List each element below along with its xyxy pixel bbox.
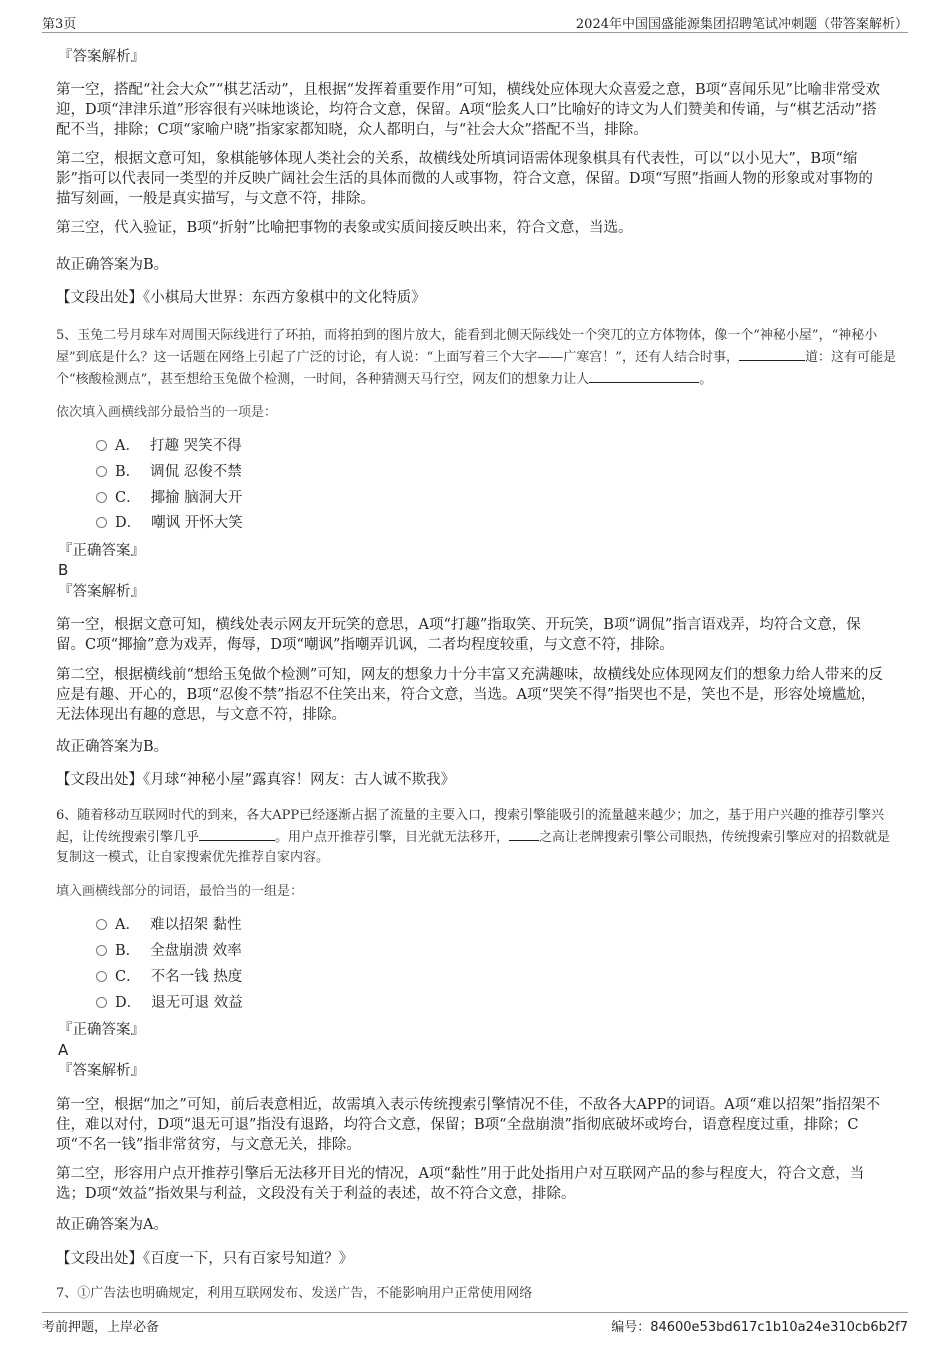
answer-conclusion: 故正确答案为B。 [56, 739, 169, 755]
radio-icon[interactable] [96, 517, 107, 528]
option-c[interactable]: C． 揶揄 脑洞大开 [96, 488, 242, 508]
option-a[interactable]: A． 难以招架 黏性 [96, 915, 242, 935]
footer-slogan: 考前押题，上岸必备 [42, 1320, 160, 1335]
option-d[interactable]: D． 嘲讽 开怀大笑 [96, 513, 243, 533]
option-b[interactable]: B． 全盘崩溃 效率 [96, 941, 242, 961]
option-d[interactable]: D． 退无可退 效益 [96, 993, 243, 1013]
option-b[interactable]: B． 调侃 忍俊不禁 [96, 462, 242, 482]
question-prompt: 依次填入画横线部分最恰当的一项是： [56, 405, 278, 420]
option-a[interactable]: A． 打趣 哭笑不得 [96, 436, 242, 456]
analysis-tag: 『答案解析』 [58, 1063, 145, 1079]
radio-icon[interactable] [96, 492, 107, 503]
correct-answer-tag: 『正确答案』 [58, 1022, 145, 1038]
analysis-paragraph: 第一空，根据“加之”可知，前后表意相近，故需填入表示传统搜索引擎情况不佳，不敌各大APP的词语。A项“难以招架”指招架不住，难以对付，D项“退无可退”指没有退路，均符合文意，保留；B项“全盘崩溃”指彻底破坏或垮台，语意程度过重，排除；C项“不名一钱”指非常贫穷，与文意无关，排除。 [56, 1097, 881, 1153]
question-5-text: 5、玉兔二号月球车对周围天际线进行了环拍，而将拍到的图片放大，能看到北侧天际线处一个突兀的立方体物体，像一个“神秘小屋”，“神秘小屋”到底是什么？这一话题在网络上引起了广泛的讨论，有人说：“上面写着三个大字——广寒宫！”，还有人结合时事， 道：这有可能是个“核酸检测点”，甚至想给玉兔做个检测，一时间，各种猜测天马行空，网友们的想象力让人 。 [56, 328, 896, 387]
question-7-text: 7、①广告法也明确规定，利用互联网发布、发送广告，不能影响用户正常使用网络 [56, 1286, 533, 1301]
source-citation: 【文段出处】《小棋局大世界：东西方象棋中的文化特质》 [56, 290, 426, 306]
page-header [42, 10, 908, 33]
analysis-paragraph: 第二空，根据横线前“想给玉兔做个检测”可知，网友的想象力十分丰富又充满趣味，故横线处应体现网友们的想象力给人带来的反应是有趣、开心的，B项“忍俊不禁”指忍不住笑出来，符合文意，当选。A项“哭笑不得”指哭也不是，笑也不是，形容处境尴尬，无法体现出有趣的意思，与文意不符，排除。 [56, 667, 883, 723]
correct-answer: B [58, 561, 69, 579]
radio-icon[interactable] [96, 919, 107, 930]
radio-icon[interactable] [96, 466, 107, 477]
radio-icon[interactable] [96, 945, 107, 956]
fill-blank [739, 346, 805, 361]
question-prompt: 填入画横线部分的词语，最恰当的一组是： [56, 884, 304, 899]
option-c[interactable]: C． 不名一钱 热度 [96, 967, 242, 987]
analysis-paragraph: 第一空，根据文意可知，横线处表示网友开玩笑的意思，A项“打趣”指取笑、开玩笑，B项“调侃”指言语戏弄，均符合文意，保留。C项“揶揄”意为戏弄，侮辱，D项“嘲讽”指嘲弄讥讽，二者均程度较重，与文意不符，排除。 [56, 617, 861, 653]
correct-answer-tag: 『正确答案』 [58, 543, 145, 559]
correct-answer: A [58, 1041, 69, 1059]
page-footer [42, 1312, 908, 1335]
document-code: 编号：84600e53bd617c1b10a24e310cb6b2f7 [611, 1320, 908, 1335]
analysis-paragraph: 第二空，根据文意可知，象棋能够体现人类社会的关系，故横线处所填词语需体现象棋具有代表性，可以“以小见大”，B项“缩影”指可以代表同一类型的并反映广阔社会生活的具体而微的人或事物，符合文意，保留。D项“写照”指画人物的形象或对事物的描写刻画，一般是真实描写，与文意不符，排除。 [56, 151, 873, 207]
answer-conclusion: 故正确答案为A。 [56, 1217, 168, 1233]
page-number: 第3页 [42, 17, 77, 32]
document-title: 2024年中国国盛能源集团招聘笔试冲刺题（带答案解析） [575, 17, 908, 32]
analysis-paragraph: 第三空，代入验证，B项“折射”比喻把事物的表象或实质间接反映出来，符合文意，当选。 [56, 220, 633, 236]
radio-icon[interactable] [96, 997, 107, 1008]
source-citation: 【文段出处】《月球“神秘小屋”露真容！网友：古人诚不欺我》 [56, 772, 456, 788]
analysis-tag: 『答案解析』 [58, 49, 145, 65]
analysis-paragraph: 第二空，形容用户点开推荐引擎后无法移开目光的情况，A项“黏性”用于此处指用户对互联网产品的参与程度大，符合文意，当选；D项“效益”指效果与利益，文段没有关于利益的表述，故不符合文意，排除。 [56, 1166, 865, 1202]
answer-conclusion: 故正确答案为B。 [56, 257, 169, 273]
radio-icon[interactable] [96, 440, 107, 451]
analysis-paragraph: 第一空，搭配“社会大众”“棋艺活动”，且根据“发挥着重要作用”可知，横线处应体现大众喜爱之意，B项“喜闻乐见”比喻非常受欢迎，D项“津津乐道”形容很有兴味地谈论，均符合文意，保留。A项“脍炙人口”比喻好的诗文为人们赞美和传诵，与“棋艺活动”搭配不当，排除；C项“家喻户晓”指家家都知晓，众人都明白，与“社会大众”搭配不当，排除。 [56, 82, 880, 138]
question-6-text: 6、随着移动互联网时代的到来，各大APP已经逐渐占据了流量的主要入口，搜索引擎能吸引的流量越来越少；加之，基于用户兴趣的推荐引擎兴起，让传统搜索引擎几乎 。用户点开推荐引擎，目光就无法移开， 之高让老牌搜索引擎公司眼热，传统搜索引擎应对的招数就是复制这一模式，让自家搜索优先推荐自家内容。 [56, 808, 891, 865]
radio-icon[interactable] [96, 971, 107, 982]
fill-blank [509, 826, 539, 841]
analysis-tag: 『答案解析』 [58, 584, 145, 600]
fill-blank [199, 826, 275, 841]
source-citation: 【文段出处】《百度一下，只有百家号知道？》 [56, 1251, 354, 1267]
fill-blank [589, 368, 699, 383]
